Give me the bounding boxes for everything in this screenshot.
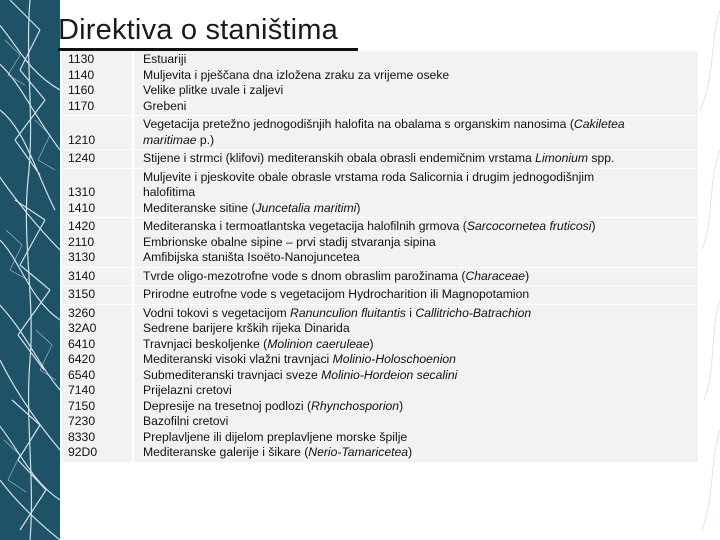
description-text: ) — [408, 445, 413, 459]
habitat-description-line — [143, 383, 698, 399]
habitat-description-cell — [134, 286, 698, 305]
habitat-code: 8330 — [68, 429, 96, 444]
habitat-description-line — [143, 117, 698, 133]
description-text: Bazofilni cretovi — [143, 414, 229, 428]
habitat-code: 6410 — [68, 336, 96, 351]
description-text: ) — [356, 200, 361, 215]
table-row — [62, 268, 698, 287]
table-row — [62, 305, 698, 463]
description-text: ) — [525, 268, 530, 283]
habitat-code: 1170 — [68, 98, 95, 113]
description-text: Mediteranski visoki vlažni travnjaci — [143, 352, 333, 366]
latin-name-text: Molinio-Hordeion secalini — [321, 367, 458, 382]
habitat-code: 7140 — [68, 383, 96, 397]
habitat-description-line — [143, 219, 698, 235]
description-text: Vegetacija pretežno jednogodišnjih halofita na obalama s organskim nanosima ( — [143, 117, 574, 131]
latin-name-text: Cakiletea — [573, 117, 625, 131]
habitat-description-line — [143, 430, 698, 446]
description-text: ) — [591, 219, 596, 233]
description-text: Depresije na tresetnoj podlozi ( — [143, 398, 312, 413]
latin-name-text: Nerio-Tamaricetea — [308, 445, 409, 459]
habitat-description-line — [143, 399, 698, 415]
description-text: Submediteranski travnjaci sveze — [143, 367, 322, 382]
habitat-code: 2110 — [68, 234, 95, 249]
description-text: ) — [399, 398, 404, 413]
latin-name-text: Rhynchosporion — [311, 398, 400, 413]
habitat-description-line — [143, 445, 698, 461]
description-text: halofitima — [143, 185, 196, 199]
habitat-description-line — [143, 170, 698, 186]
page-title: Direktiva o staništima — [58, 14, 338, 46]
description-text: i — [405, 305, 416, 320]
habitat-description-cell — [134, 218, 698, 268]
habitat-description-line — [143, 337, 698, 353]
habitat-description-line — [143, 414, 698, 430]
habitat-description-cell — [134, 150, 698, 169]
latin-name-text: Characeae — [465, 268, 526, 283]
description-text: Mediteranske sitine ( — [143, 200, 256, 215]
habitat-code-cell — [62, 169, 134, 219]
description-text: Grebeni — [143, 98, 187, 113]
habitat-description-cell — [134, 268, 698, 287]
habitat-code-cell — [62, 150, 134, 169]
habitat-description-line — [143, 133, 698, 149]
habitat-code: 1210 — [68, 132, 96, 147]
table-row — [62, 150, 698, 169]
habitat-code: 3150 — [68, 287, 96, 301]
description-text: Tvrde oligo-mezotrofne vode s dnom obraslim parožinama ( — [143, 268, 466, 283]
description-text: Muljevite i pjeskovite obale obrasle vrstama roda Salicornia i drugim jednogodišnjim — [143, 169, 595, 184]
description-text: Mediteranska i termoatlantska vegetacija halofilnih grmova ( — [143, 219, 467, 233]
habitat-description-line — [143, 201, 698, 217]
habitat-code: 7150 — [68, 398, 96, 413]
habitat-description-line — [143, 352, 698, 368]
description-text: Velike plitke uvale i zaljevi — [143, 83, 284, 97]
table-row — [62, 218, 698, 268]
description-text: Mediteranske galerije i šikare ( — [143, 445, 309, 459]
description-text: Preplavljene ili dijelom preplavljene morske špilje — [143, 429, 408, 444]
habitat-description-line — [143, 68, 698, 84]
habitat-description-line — [143, 321, 698, 337]
habitat-description-line — [143, 83, 698, 99]
habitat-code-cell — [62, 268, 134, 287]
description-text: Amfibijska staništa Isoëto-Nanojuncetea — [143, 250, 360, 264]
habitat-code: 3140 — [68, 268, 96, 283]
habitat-code: 3260 — [68, 305, 96, 320]
table-row — [62, 51, 698, 116]
description-text: ) — [369, 336, 374, 351]
latin-name-text: Molinion caeruleae — [267, 336, 370, 351]
habitat-code: 92D0 — [68, 445, 98, 459]
habitat-description-line — [143, 287, 698, 303]
latin-name-text: Ranunculion fluitantis — [290, 305, 406, 320]
habitat-code: 1420 — [68, 219, 96, 233]
latin-name-text: Callitricho-Batrachion — [415, 305, 532, 320]
latin-name-text: Juncetalia maritimi — [255, 200, 357, 215]
habitat-description-cell — [134, 116, 698, 150]
habitat-code: 1130 — [68, 52, 95, 66]
description-text: Stijene i strmci (klifovi) mediteranskih obala obrasli endemičnim vrstama — [143, 151, 536, 165]
latin-name-text: maritimae — [143, 132, 197, 147]
habitat-description-line — [143, 99, 698, 115]
habitat-code-cell — [62, 286, 134, 305]
habitat-code: 1160 — [68, 83, 95, 97]
description-text: Prirodne eutrofne vode s vegetacijom Hydrocharition ili Magnopotamion — [143, 287, 530, 301]
description-text: Travnjaci beskoljenke ( — [143, 336, 268, 351]
habitat-code-cell — [62, 116, 134, 150]
habitat-code: 1240 — [68, 151, 96, 165]
habitat-description-line — [143, 306, 698, 322]
habitat-description-cell — [134, 305, 698, 463]
latin-name-text: Limonium — [535, 151, 589, 165]
habitat-code: 32A0 — [68, 321, 97, 335]
habitat-description-line — [143, 368, 698, 384]
habitat-description-line — [143, 269, 698, 285]
latin-name-text: Molinio-Holoschoenion — [332, 352, 456, 366]
description-text: p.) — [196, 132, 215, 147]
habitat-code: 1140 — [68, 67, 95, 82]
habitat-description-line — [143, 151, 698, 167]
description-text: Prijelazni cretovi — [143, 383, 232, 397]
description-text: Embrionske obalne sipine – prvi stadij stvaranja sipina — [143, 234, 436, 249]
habitat-code: 7230 — [68, 414, 96, 428]
habitat-description-cell — [134, 169, 698, 219]
description-text: Estuariji — [143, 52, 187, 66]
habitat-table — [62, 51, 698, 463]
habitat-code: 6540 — [68, 367, 96, 382]
latin-name-text: Sarcocornetea fruticosi — [466, 219, 592, 233]
habitat-code-cell — [62, 218, 134, 268]
description-text: spp. — [588, 151, 615, 165]
description-text: Muljevita i pješčana dna izložena zraku za vrijeme oseke — [143, 67, 450, 82]
habitat-code: 3130 — [68, 250, 96, 264]
description-text: Sedrene barijere krških rijeka Dinarida — [143, 321, 350, 335]
table-row — [62, 286, 698, 305]
habitat-description-cell — [134, 51, 698, 116]
habitat-description-line — [143, 185, 698, 201]
habitat-code: 6420 — [68, 352, 96, 366]
description-text: Vodni tokovi s vegetacijom — [143, 305, 291, 320]
leaf-vein-decoration — [0, 0, 60, 540]
habitat-description-line — [143, 235, 698, 251]
habitat-code: 1410 — [68, 200, 96, 215]
habitat-code-cell — [62, 51, 134, 116]
habitat-code: 1310 — [68, 185, 96, 199]
habitat-code-cell — [62, 305, 134, 463]
habitat-description-line — [143, 52, 698, 68]
table-row — [62, 169, 698, 219]
table-row — [62, 116, 698, 150]
habitat-description-line — [143, 250, 698, 266]
